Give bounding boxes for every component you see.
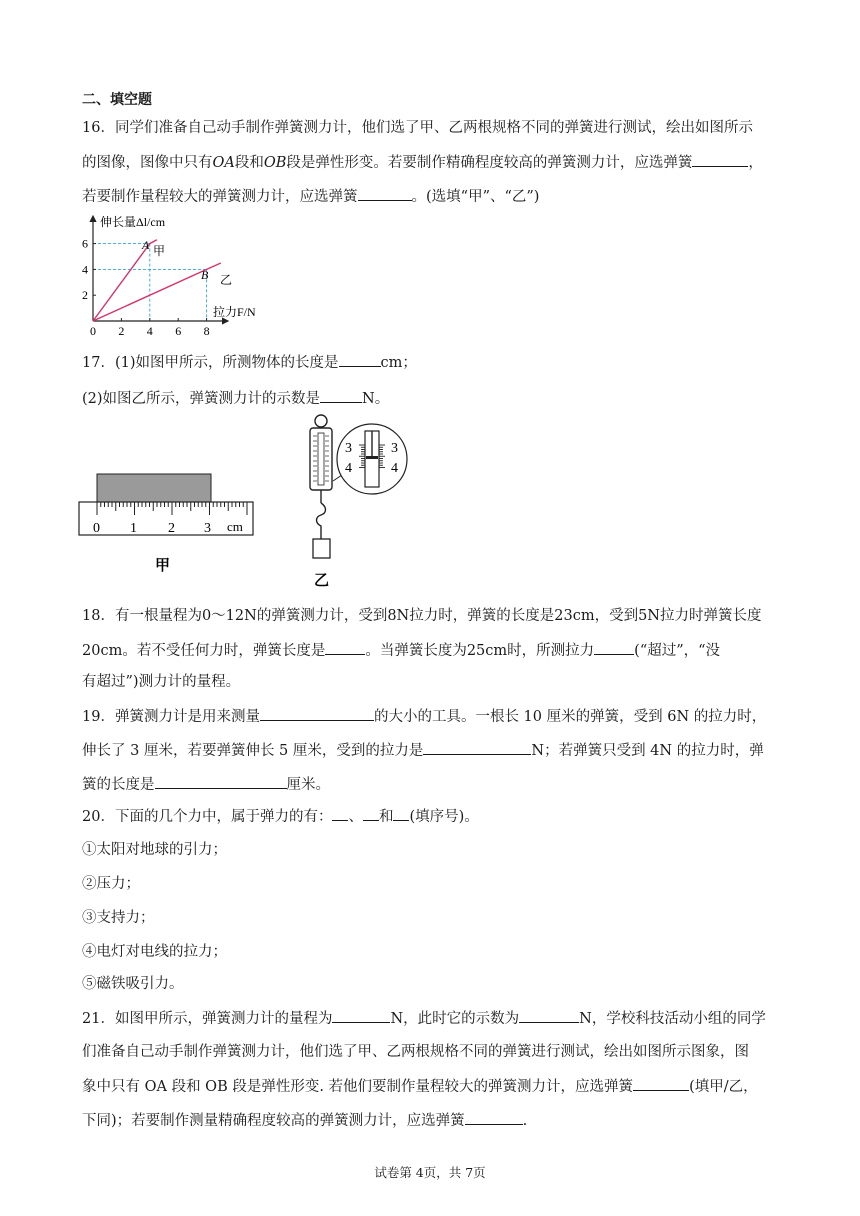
answer-blank[interactable] xyxy=(519,1008,579,1023)
q21-text: 21．如图甲所示，弹簧测力计的量程为 xyxy=(82,1011,333,1027)
q20-text: (填序号)。 xyxy=(409,809,479,825)
q20-option-4: ④电灯对电线的拉力； xyxy=(82,944,227,960)
x-tick-label: 8 xyxy=(203,324,210,338)
q18-force: 5N xyxy=(638,608,660,624)
answer-blank[interactable] xyxy=(465,1110,523,1125)
answer-blank[interactable] xyxy=(363,806,379,821)
q20-separator: 、 xyxy=(348,809,363,825)
q18-length: 25cm xyxy=(466,643,508,659)
q21-line1 xyxy=(82,1008,782,1029)
y-tick-label: 6 xyxy=(82,236,88,251)
figure-caption-jia: 甲 xyxy=(155,558,171,574)
page-footer: 试卷第 4页，共 7页 xyxy=(374,1165,486,1180)
q18-text: 拉力时，弹簧的长度是 xyxy=(409,608,555,624)
figure-caption-yi: 乙 xyxy=(314,573,330,589)
answer-blank[interactable] xyxy=(332,1008,390,1023)
ruler-label-2: 2 xyxy=(168,521,175,536)
x-tick-label: 6 xyxy=(175,324,182,338)
q18-text: 。若不受任何力时，弹簧长度是 xyxy=(122,643,326,659)
q18-length: 20cm xyxy=(82,643,123,659)
series-jia-label: 甲 xyxy=(153,244,166,258)
q17-text: 17．(1)如图甲所示，所测物体的长度是 xyxy=(82,355,339,371)
scale-track xyxy=(318,433,324,485)
q21-text: (填甲/乙， xyxy=(689,1079,758,1095)
q18-range: 0～12N xyxy=(201,608,257,624)
q19-text: 的大小的工具。一根长 10 厘米的弹簧，受到 6N 的拉力时， xyxy=(373,709,767,725)
answer-blank[interactable] xyxy=(423,740,531,755)
zoom-label-left-3: 3 xyxy=(345,441,352,456)
answer-blank[interactable] xyxy=(594,640,634,655)
answer-blank[interactable] xyxy=(320,388,362,403)
q19-line2 xyxy=(82,740,782,761)
q20-option-2: ②压力； xyxy=(82,876,140,892)
q21-text: 下同)；若要制作测量精确程度较高的弹簧测力计，应选弹簧 xyxy=(82,1113,465,1129)
ruler-label-0: 0 xyxy=(93,521,100,536)
q20-line1 xyxy=(82,806,782,827)
q16-text: 若要制作量程较大的弹簧测力计，应选弹簧 xyxy=(82,189,358,205)
answer-blank[interactable] xyxy=(155,774,287,789)
x-tick-label: 2 xyxy=(118,324,125,338)
y-tick-label: 2 xyxy=(82,288,88,303)
graph-xlabel: 拉力F/N xyxy=(213,305,256,319)
ruler-label-1: 1 xyxy=(130,521,137,536)
answer-blank[interactable] xyxy=(339,352,381,367)
scale-ring xyxy=(315,415,327,427)
q18-text: 。当弹簧长度为 xyxy=(365,643,467,659)
q20-option-3: ③支持力； xyxy=(82,910,155,926)
q21-line2: 们准备自己动手制作弹簧测力计，他们选了甲、乙两根规格不同的弹簧进行测试，绘出如图所示图象，图 xyxy=(82,1044,749,1060)
graph-ylabel: 伸长量Δl/cm xyxy=(100,215,166,229)
q16-text: 的图像，图像中只有 xyxy=(82,155,213,171)
graph-guides xyxy=(93,244,207,321)
q21-line4 xyxy=(82,1110,782,1131)
q16-line1: 16．同学们准备自己动手制作弹簧测力计，他们选了甲、乙两根规格不同的弹簧进行测试，绘出如图所示 xyxy=(82,120,753,136)
q17-line2 xyxy=(82,388,782,409)
q18-text: (“超过”，“没 xyxy=(634,643,721,659)
q17-text: (2)如图乙所示，弹簧测力计的示数是 xyxy=(82,391,321,407)
q18-text: 时，所测拉力 xyxy=(507,643,595,659)
q16-line2 xyxy=(82,152,782,173)
q20-option-5: ⑤磁铁吸引力。 xyxy=(82,976,184,992)
q16-oa: OA xyxy=(212,155,235,171)
q18-text: ，受到 xyxy=(594,608,639,624)
answer-blank[interactable] xyxy=(692,152,748,167)
x-tick-label: 0 xyxy=(90,324,96,338)
answer-blank[interactable] xyxy=(325,640,365,655)
q20-option-1: ①太阳对地球的引力； xyxy=(82,842,227,858)
answer-blank[interactable] xyxy=(332,806,348,821)
point-b-label: B xyxy=(201,268,209,282)
ruler-unit: cm xyxy=(227,519,243,534)
answer-blank[interactable] xyxy=(393,806,409,821)
q19-text: 簧的长度是 xyxy=(82,777,155,793)
hook xyxy=(317,503,326,539)
q18-text: 的弹簧测力计，受到 xyxy=(256,608,388,624)
q16-text: ， xyxy=(748,155,763,171)
zoom-pointer xyxy=(366,456,378,459)
q19-line3 xyxy=(82,774,782,795)
q18-line1 xyxy=(82,606,782,626)
q21-text: . xyxy=(522,1113,528,1129)
q19-text: 19．弹簧测力计是用来测量 xyxy=(82,709,260,725)
q17-text: cm； xyxy=(380,355,417,371)
spring-scale-figure xyxy=(296,411,421,589)
q16-line3 xyxy=(82,186,782,207)
q18-length: 23cm xyxy=(554,608,595,624)
ruler-figure xyxy=(78,470,258,582)
measured-block xyxy=(97,474,211,502)
zoom-label-right-3: 3 xyxy=(391,441,398,456)
series-yi-label: 乙 xyxy=(220,273,233,287)
q18-line3: 有超过”)测力计的量程。 xyxy=(82,674,241,690)
q21-text: N，学校科技活动小组的同学 xyxy=(579,1011,766,1027)
q19-line1 xyxy=(82,706,782,727)
q18-line2 xyxy=(82,640,782,661)
q17-text: N。 xyxy=(362,391,390,407)
q21-text: N，此时它的示数为 xyxy=(390,1011,520,1027)
q21-line3 xyxy=(82,1076,782,1097)
q17-line1 xyxy=(82,352,782,373)
ruler-label-3: 3 xyxy=(204,521,211,536)
hanging-weight xyxy=(313,539,330,558)
q19-text: 伸长了 3 厘米，若要弹簧伸长 5 厘米，受到的拉力是 xyxy=(82,743,424,759)
q20-separator: 和 xyxy=(378,809,394,825)
q16-graph xyxy=(80,212,270,344)
q16-text: 段和 xyxy=(234,155,264,171)
answer-blank[interactable] xyxy=(260,706,374,721)
q18-text: 18．有一根量程为 xyxy=(82,608,202,624)
q16-text: 。(选填“甲”、“乙”) xyxy=(411,189,540,205)
y-tick-label: 4 xyxy=(82,262,88,277)
q20-text: 20．下面的几个力中，属于弹力的有： xyxy=(82,809,333,825)
point-a-label: A xyxy=(142,238,150,252)
q16-text: 段是弹性形变。若要制作精确程度较高的弹簧测力计，应选弹簧 xyxy=(286,155,693,171)
q18-force: 8N xyxy=(387,608,410,624)
zoom-label-left-4: 4 xyxy=(345,461,352,476)
q19-text: N；若弹簧只受到 4N 的拉力时，弹 xyxy=(531,743,764,759)
section-title: 二、填空题 xyxy=(82,92,152,108)
q21-text: 象中只有 OA 段和 OB 段是弹性形变. 若他们要制作量程较大的弹簧测力计，应选弹簧 xyxy=(82,1079,634,1095)
zoom-label-right-4: 4 xyxy=(391,461,398,476)
answer-blank[interactable] xyxy=(358,186,412,201)
q16-ob: OB xyxy=(263,155,287,171)
answer-blank[interactable] xyxy=(633,1076,689,1091)
x-tick-label: 4 xyxy=(146,324,153,338)
q19-text: 厘米。 xyxy=(286,777,330,793)
q18-text: 拉力时弹簧长度 xyxy=(660,608,762,624)
